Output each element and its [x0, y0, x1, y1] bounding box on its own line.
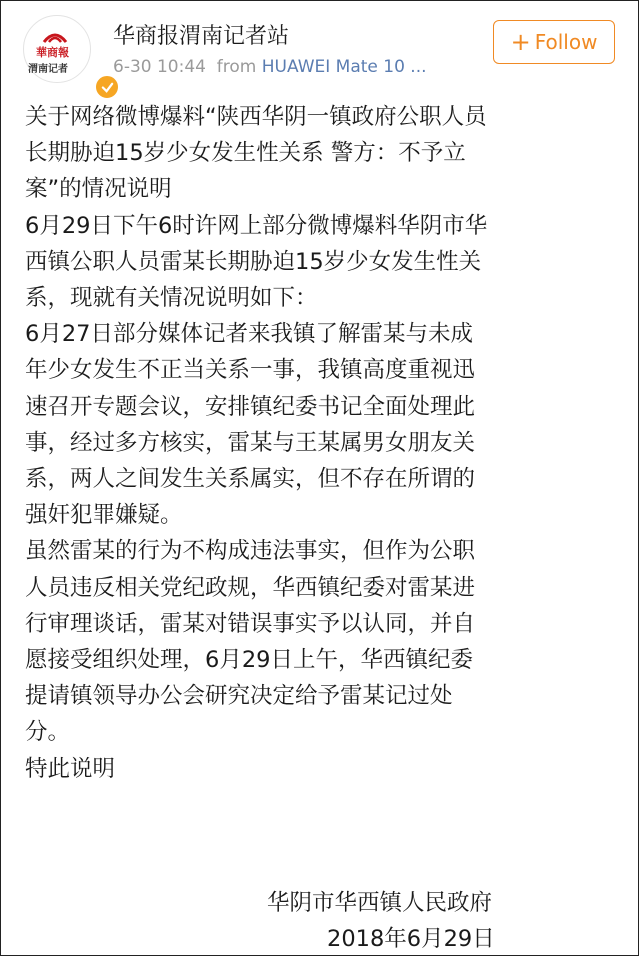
body-line: 人员违反相关党纪政规，华西镇纪委对雷某进 — [25, 574, 476, 601]
post-body — [25, 99, 625, 787]
post-header — [1, 1, 638, 91]
body-line: 速召开专题会议，安排镇纪委书记全面处理此 — [25, 393, 476, 420]
body-line: 强奸犯罪嫌疑。 — [25, 502, 183, 529]
plus-icon: + — [510, 28, 531, 56]
body-line: 年少女发生不正当关系一事，我镇高度重视迅 — [25, 357, 476, 384]
body-line: 愿接受组织处理，6月29日上午，华西镇纪委 — [25, 647, 473, 674]
avatar[interactable] — [23, 15, 91, 83]
signature-date: 2018年6月29日 — [327, 926, 495, 952]
follow-label: Follow — [534, 30, 598, 54]
body-line: 分。 — [25, 719, 71, 746]
timestamp: 6-30 10:44 — [113, 57, 206, 77]
from-label: from — [216, 57, 257, 77]
body-line: 行审理谈话，雷某对错误事实予以认同，并自 — [25, 610, 476, 637]
signature: 华阴市华西镇人民政府 — [267, 890, 493, 916]
body-line: 事，经过多方核实，雷某与王某属男女朋友关 — [25, 429, 476, 456]
body-line: 长期胁迫15岁少女发生性关系 警方：不予立 — [25, 140, 466, 167]
body-line: 6月27日部分媒体记者来我镇了解雷某与未成 — [25, 321, 473, 348]
avatar-logo: 華商報 — [36, 46, 69, 59]
body-line: 特此说明 — [25, 755, 116, 782]
body-line: 6月29日下午6时许网上部分微博爆料华阴市华 — [25, 212, 488, 239]
body-line: 关于网络微博爆料“陕西华阴一镇政府公职人员 — [25, 104, 487, 130]
device-link[interactable]: HUAWEI Mate 10 ... — [261, 57, 427, 77]
body-line: 系，两人之间发生关系属实，但不存在所谓的 — [25, 466, 476, 493]
body-line: 案”的情况说明 — [25, 176, 172, 203]
body-line: 西镇公职人员雷某长期胁迫15岁少女发生性关 — [25, 248, 482, 275]
author-name[interactable]: 华商报渭南记者站 — [113, 24, 290, 49]
body-line: 虽然雷某的行为不构成违法事实，但作为公职 — [25, 538, 476, 565]
logo-mark-icon — [42, 30, 68, 44]
body-line: 提请镇领导办公会研究决定给予雷某记过处 — [25, 683, 453, 710]
verified-badge-icon — [94, 74, 120, 100]
follow-button[interactable] — [493, 20, 615, 64]
avatar-text: 渭南记者 — [28, 64, 68, 75]
post-meta — [113, 57, 427, 77]
body-line: 系，现就有关情况说明如下： — [25, 285, 318, 312]
